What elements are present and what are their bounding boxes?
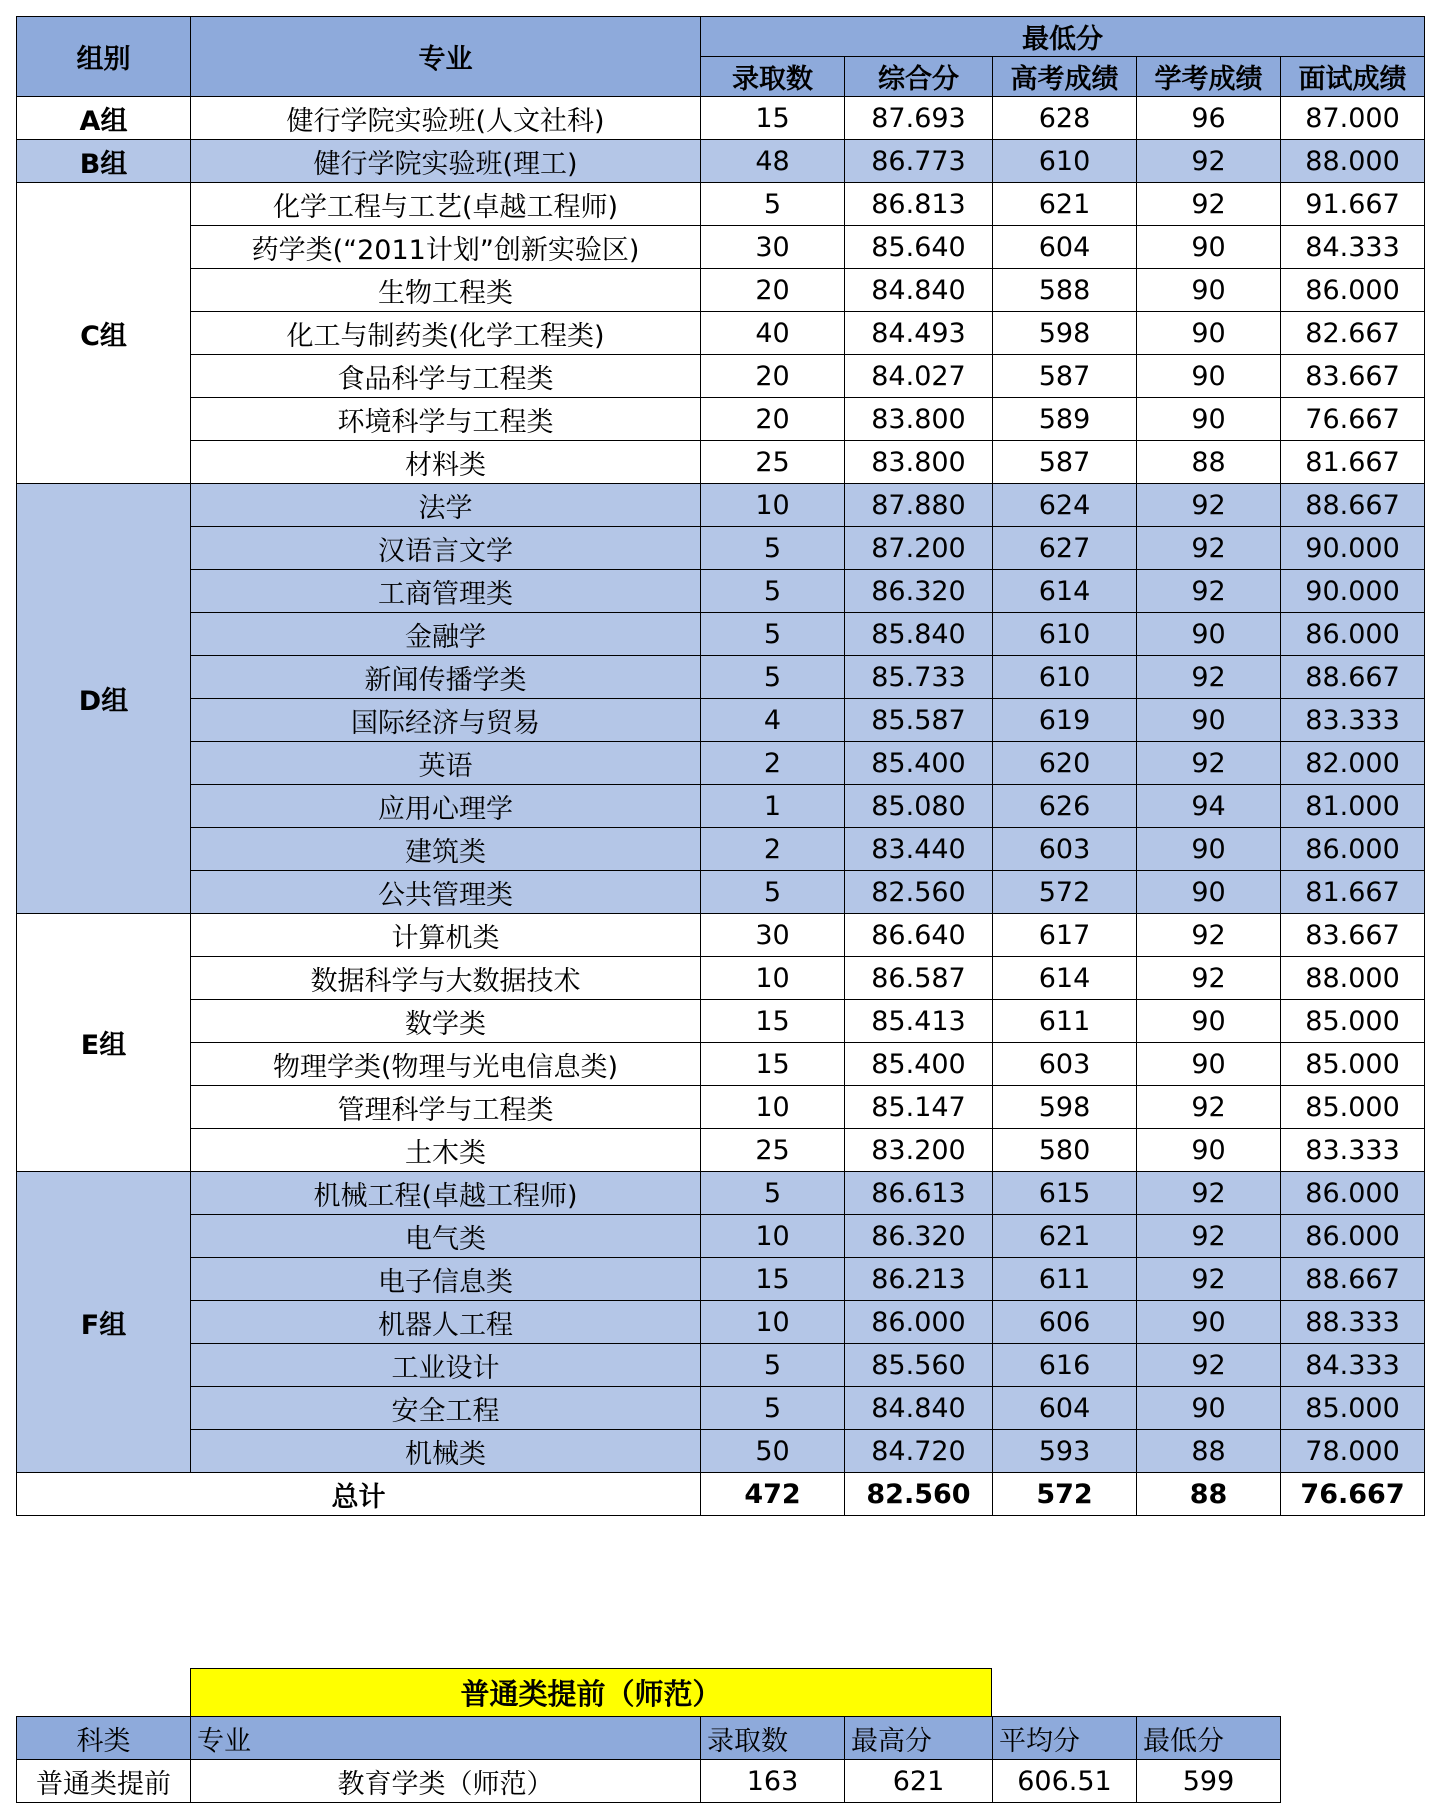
composite-cell: 86.813 [845, 183, 993, 226]
early-admission-table [16, 1716, 1281, 1803]
gaokao-cell: 572 [993, 871, 1137, 914]
gaokao-cell: 610 [993, 613, 1137, 656]
table-row [17, 1172, 1425, 1215]
table-row [17, 914, 1425, 957]
composite-cell: 83.200 [845, 1129, 993, 1172]
interview-cell: 83.333 [1281, 699, 1425, 742]
major-cell: 化学工程与工艺(卓越工程师) [191, 183, 701, 226]
xuekao-cell: 90 [1137, 871, 1281, 914]
admitted-cell: 15 [701, 1000, 845, 1043]
group-label: E组 [17, 914, 191, 1172]
sub-cell-min: 599 [1137, 1760, 1281, 1803]
admitted-cell: 25 [701, 441, 845, 484]
composite-cell: 86.613 [845, 1172, 993, 1215]
admitted-cell: 10 [701, 1086, 845, 1129]
major-cell: 电气类 [191, 1215, 701, 1258]
major-cell: 环境科学与工程类 [191, 398, 701, 441]
gaokao-cell: 621 [993, 183, 1137, 226]
gaokao-cell: 610 [993, 656, 1137, 699]
table-row [17, 871, 1425, 914]
composite-cell: 82.560 [845, 871, 993, 914]
interview-cell: 90.000 [1281, 527, 1425, 570]
gaokao-cell: 598 [993, 1086, 1137, 1129]
header-composite: 综合分 [845, 57, 993, 97]
table-row [17, 527, 1425, 570]
gaokao-cell: 603 [993, 1043, 1137, 1086]
admitted-cell: 1 [701, 785, 845, 828]
sub-cell-admitted: 163 [701, 1760, 845, 1803]
interview-cell: 86.000 [1281, 828, 1425, 871]
table-row [17, 484, 1425, 527]
admitted-cell: 30 [701, 914, 845, 957]
admitted-cell: 5 [701, 1172, 845, 1215]
total-interview: 76.667 [1281, 1473, 1425, 1516]
composite-cell: 86.320 [845, 1215, 993, 1258]
gaokao-cell: 587 [993, 355, 1137, 398]
admitted-cell: 20 [701, 398, 845, 441]
sub-header-min: 最低分 [1137, 1717, 1281, 1760]
composite-cell: 85.413 [845, 1000, 993, 1043]
admitted-cell: 5 [701, 656, 845, 699]
gaokao-cell: 604 [993, 1387, 1137, 1430]
table-row [17, 398, 1425, 441]
composite-cell: 86.320 [845, 570, 993, 613]
sub-cell-max: 621 [845, 1760, 993, 1803]
interview-cell: 83.333 [1281, 1129, 1425, 1172]
gaokao-cell: 614 [993, 570, 1137, 613]
header-interview: 面试成绩 [1281, 57, 1425, 97]
major-cell: 建筑类 [191, 828, 701, 871]
xuekao-cell: 90 [1137, 1129, 1281, 1172]
xuekao-cell: 90 [1137, 269, 1281, 312]
interview-cell: 88.333 [1281, 1301, 1425, 1344]
xuekao-cell: 92 [1137, 1344, 1281, 1387]
admitted-cell: 5 [701, 1344, 845, 1387]
header-admitted: 录取数 [701, 57, 845, 97]
admitted-cell: 5 [701, 570, 845, 613]
xuekao-cell: 92 [1137, 656, 1281, 699]
sub-cell-category: 普通类提前 [17, 1760, 191, 1803]
table-row [17, 269, 1425, 312]
group-label: B组 [17, 140, 191, 183]
gaokao-cell: 621 [993, 1215, 1137, 1258]
major-cell: 法学 [191, 484, 701, 527]
admitted-cell: 15 [701, 1043, 845, 1086]
table-row [17, 312, 1425, 355]
admitted-cell: 2 [701, 742, 845, 785]
header-gaokao: 高考成绩 [993, 57, 1137, 97]
major-cell: 数学类 [191, 1000, 701, 1043]
major-cell: 土木类 [191, 1129, 701, 1172]
xuekao-cell: 92 [1137, 1215, 1281, 1258]
interview-cell: 82.667 [1281, 312, 1425, 355]
interview-cell: 88.667 [1281, 1258, 1425, 1301]
xuekao-cell: 92 [1137, 957, 1281, 1000]
admitted-cell: 40 [701, 312, 845, 355]
admission-score-table [16, 16, 1425, 1516]
xuekao-cell: 92 [1137, 742, 1281, 785]
header-row-1 [17, 17, 1425, 57]
admitted-cell: 5 [701, 1387, 845, 1430]
interview-cell: 88.000 [1281, 957, 1425, 1000]
xuekao-cell: 90 [1137, 355, 1281, 398]
composite-cell: 84.840 [845, 269, 993, 312]
sub-header-category: 科类 [17, 1717, 191, 1760]
group-label: C组 [17, 183, 191, 484]
interview-cell: 85.000 [1281, 1000, 1425, 1043]
total-row [17, 1473, 1425, 1516]
admitted-cell: 30 [701, 226, 845, 269]
major-cell: 金融学 [191, 613, 701, 656]
composite-cell: 84.840 [845, 1387, 993, 1430]
admitted-cell: 25 [701, 1129, 845, 1172]
admitted-cell: 5 [701, 613, 845, 656]
admitted-cell: 20 [701, 269, 845, 312]
gaokao-cell: 610 [993, 140, 1137, 183]
major-cell: 化工与制药类(化学工程类) [191, 312, 701, 355]
xuekao-cell: 90 [1137, 1000, 1281, 1043]
gaokao-cell: 598 [993, 312, 1137, 355]
major-cell: 应用心理学 [191, 785, 701, 828]
major-cell: 计算机类 [191, 914, 701, 957]
admitted-cell: 2 [701, 828, 845, 871]
major-cell: 健行学院实验班(人文社科) [191, 97, 701, 140]
sub-data-row [17, 1760, 1281, 1803]
major-cell: 新闻传播学类 [191, 656, 701, 699]
interview-cell: 76.667 [1281, 398, 1425, 441]
interview-cell: 90.000 [1281, 570, 1425, 613]
xuekao-cell: 96 [1137, 97, 1281, 140]
gaokao-cell: 616 [993, 1344, 1137, 1387]
major-cell: 工商管理类 [191, 570, 701, 613]
major-cell: 管理科学与工程类 [191, 1086, 701, 1129]
composite-cell: 87.880 [845, 484, 993, 527]
major-cell: 电子信息类 [191, 1258, 701, 1301]
interview-cell: 91.667 [1281, 183, 1425, 226]
table-row [17, 355, 1425, 398]
composite-cell: 85.560 [845, 1344, 993, 1387]
major-cell: 机器人工程 [191, 1301, 701, 1344]
table-row [17, 742, 1425, 785]
composite-cell: 85.147 [845, 1086, 993, 1129]
xuekao-cell: 92 [1137, 1172, 1281, 1215]
gaokao-cell: 587 [993, 441, 1137, 484]
admitted-cell: 10 [701, 484, 845, 527]
gaokao-cell: 617 [993, 914, 1137, 957]
table-row [17, 699, 1425, 742]
interview-cell: 85.000 [1281, 1387, 1425, 1430]
xuekao-cell: 92 [1137, 1086, 1281, 1129]
xuekao-cell: 90 [1137, 226, 1281, 269]
composite-cell: 86.640 [845, 914, 993, 957]
major-cell: 生物工程类 [191, 269, 701, 312]
group-label: D组 [17, 484, 191, 914]
composite-cell: 85.733 [845, 656, 993, 699]
xuekao-cell: 90 [1137, 312, 1281, 355]
gaokao-cell: 614 [993, 957, 1137, 1000]
header-group: 组别 [17, 17, 191, 97]
xuekao-cell: 90 [1137, 1043, 1281, 1086]
sub-header-major: 专业 [191, 1717, 701, 1760]
header-xuekao: 学考成绩 [1137, 57, 1281, 97]
xuekao-cell: 92 [1137, 484, 1281, 527]
total-xuekao: 88 [1137, 1473, 1281, 1516]
composite-cell: 85.640 [845, 226, 993, 269]
admitted-cell: 4 [701, 699, 845, 742]
composite-cell: 85.400 [845, 742, 993, 785]
composite-cell: 83.440 [845, 828, 993, 871]
xuekao-cell: 92 [1137, 140, 1281, 183]
table-row [17, 1430, 1425, 1473]
admitted-cell: 20 [701, 355, 845, 398]
admitted-cell: 50 [701, 1430, 845, 1473]
gaokao-cell: 580 [993, 1129, 1137, 1172]
major-cell: 药学类(“2011计划”创新实验区) [191, 226, 701, 269]
interview-cell: 88.000 [1281, 140, 1425, 183]
gaokao-cell: 619 [993, 699, 1137, 742]
major-cell: 安全工程 [191, 1387, 701, 1430]
composite-cell: 85.400 [845, 1043, 993, 1086]
total-label: 总计 [17, 1473, 701, 1516]
table-row [17, 226, 1425, 269]
admitted-cell: 5 [701, 527, 845, 570]
major-cell: 公共管理类 [191, 871, 701, 914]
gaokao-cell: 628 [993, 97, 1137, 140]
interview-cell: 83.667 [1281, 914, 1425, 957]
table-row [17, 1344, 1425, 1387]
interview-cell: 88.667 [1281, 656, 1425, 699]
xuekao-cell: 90 [1137, 1387, 1281, 1430]
xuekao-cell: 92 [1137, 183, 1281, 226]
table-row [17, 828, 1425, 871]
xuekao-cell: 90 [1137, 699, 1281, 742]
interview-cell: 86.000 [1281, 1172, 1425, 1215]
table-row [17, 1258, 1425, 1301]
gaokao-cell: 620 [993, 742, 1137, 785]
table-row [17, 957, 1425, 1000]
xuekao-cell: 92 [1137, 914, 1281, 957]
interview-cell: 85.000 [1281, 1043, 1425, 1086]
composite-cell: 83.800 [845, 441, 993, 484]
total-composite: 82.560 [845, 1473, 993, 1516]
gaokao-cell: 615 [993, 1172, 1137, 1215]
sub-header-row [17, 1717, 1281, 1760]
xuekao-cell: 92 [1137, 1258, 1281, 1301]
xuekao-cell: 90 [1137, 398, 1281, 441]
interview-cell: 86.000 [1281, 269, 1425, 312]
major-cell: 机械类 [191, 1430, 701, 1473]
major-cell: 英语 [191, 742, 701, 785]
interview-cell: 85.000 [1281, 1086, 1425, 1129]
admitted-cell: 10 [701, 957, 845, 1000]
gaokao-cell: 588 [993, 269, 1137, 312]
interview-cell: 78.000 [1281, 1430, 1425, 1473]
composite-cell: 85.080 [845, 785, 993, 828]
table-row [17, 570, 1425, 613]
major-cell: 健行学院实验班(理工) [191, 140, 701, 183]
xuekao-cell: 92 [1137, 527, 1281, 570]
header-major: 专业 [191, 17, 701, 97]
composite-cell: 86.587 [845, 957, 993, 1000]
table-row [17, 785, 1425, 828]
xuekao-cell: 90 [1137, 613, 1281, 656]
composite-cell: 85.840 [845, 613, 993, 656]
table-row [17, 656, 1425, 699]
gaokao-cell: 627 [993, 527, 1137, 570]
interview-cell: 86.000 [1281, 1215, 1425, 1258]
major-cell: 国际经济与贸易 [191, 699, 701, 742]
group-label: F组 [17, 1172, 191, 1473]
table-row [17, 613, 1425, 656]
table-row [17, 1215, 1425, 1258]
sub-table-title: 普通类提前（师范） [190, 1668, 992, 1716]
composite-cell: 83.800 [845, 398, 993, 441]
interview-cell: 84.333 [1281, 226, 1425, 269]
table-row [17, 1043, 1425, 1086]
major-cell: 工业设计 [191, 1344, 701, 1387]
sub-header-admitted: 录取数 [701, 1717, 845, 1760]
gaokao-cell: 606 [993, 1301, 1137, 1344]
interview-cell: 83.667 [1281, 355, 1425, 398]
composite-cell: 87.200 [845, 527, 993, 570]
gaokao-cell: 611 [993, 1258, 1137, 1301]
table-row [17, 1387, 1425, 1430]
xuekao-cell: 88 [1137, 441, 1281, 484]
interview-cell: 82.000 [1281, 742, 1425, 785]
composite-cell: 84.027 [845, 355, 993, 398]
xuekao-cell: 90 [1137, 828, 1281, 871]
admitted-cell: 15 [701, 1258, 845, 1301]
table-row [17, 1086, 1425, 1129]
interview-cell: 81.667 [1281, 871, 1425, 914]
xuekao-cell: 94 [1137, 785, 1281, 828]
major-cell: 食品科学与工程类 [191, 355, 701, 398]
admitted-cell: 10 [701, 1215, 845, 1258]
table-row [17, 97, 1425, 140]
gaokao-cell: 626 [993, 785, 1137, 828]
group-label: A组 [17, 97, 191, 140]
major-cell: 材料类 [191, 441, 701, 484]
composite-cell: 86.213 [845, 1258, 993, 1301]
major-cell: 物理学类(物理与光电信息类) [191, 1043, 701, 1086]
xuekao-cell: 92 [1137, 570, 1281, 613]
admitted-cell: 5 [701, 871, 845, 914]
gaokao-cell: 593 [993, 1430, 1137, 1473]
interview-cell: 86.000 [1281, 613, 1425, 656]
gaokao-cell: 603 [993, 828, 1137, 871]
admitted-cell: 10 [701, 1301, 845, 1344]
xuekao-cell: 88 [1137, 1430, 1281, 1473]
composite-cell: 86.773 [845, 140, 993, 183]
table-row [17, 1129, 1425, 1172]
interview-cell: 87.000 [1281, 97, 1425, 140]
gaokao-cell: 624 [993, 484, 1137, 527]
composite-cell: 85.587 [845, 699, 993, 742]
sub-header-max: 最高分 [845, 1717, 993, 1760]
composite-cell: 87.693 [845, 97, 993, 140]
admitted-cell: 15 [701, 97, 845, 140]
total-gaokao: 572 [993, 1473, 1137, 1516]
composite-cell: 86.000 [845, 1301, 993, 1344]
admitted-cell: 5 [701, 183, 845, 226]
interview-cell: 81.667 [1281, 441, 1425, 484]
table-row [17, 441, 1425, 484]
admitted-cell: 48 [701, 140, 845, 183]
major-cell: 汉语言文学 [191, 527, 701, 570]
major-cell: 机械工程(卓越工程师) [191, 1172, 701, 1215]
sub-cell-major: 教育学类（师范） [191, 1760, 701, 1803]
major-cell: 数据科学与大数据技术 [191, 957, 701, 1000]
table-row [17, 1301, 1425, 1344]
sub-header-avg: 平均分 [993, 1717, 1137, 1760]
total-admitted: 472 [701, 1473, 845, 1516]
interview-cell: 81.000 [1281, 785, 1425, 828]
table-row [17, 183, 1425, 226]
interview-cell: 84.333 [1281, 1344, 1425, 1387]
header-min-score: 最低分 [701, 17, 1425, 57]
gaokao-cell: 604 [993, 226, 1137, 269]
xuekao-cell: 90 [1137, 1301, 1281, 1344]
gaokao-cell: 611 [993, 1000, 1137, 1043]
composite-cell: 84.720 [845, 1430, 993, 1473]
sub-cell-avg: 606.51 [993, 1760, 1137, 1803]
interview-cell: 88.667 [1281, 484, 1425, 527]
gaokao-cell: 589 [993, 398, 1137, 441]
table-row [17, 140, 1425, 183]
composite-cell: 84.493 [845, 312, 993, 355]
table-row [17, 1000, 1425, 1043]
